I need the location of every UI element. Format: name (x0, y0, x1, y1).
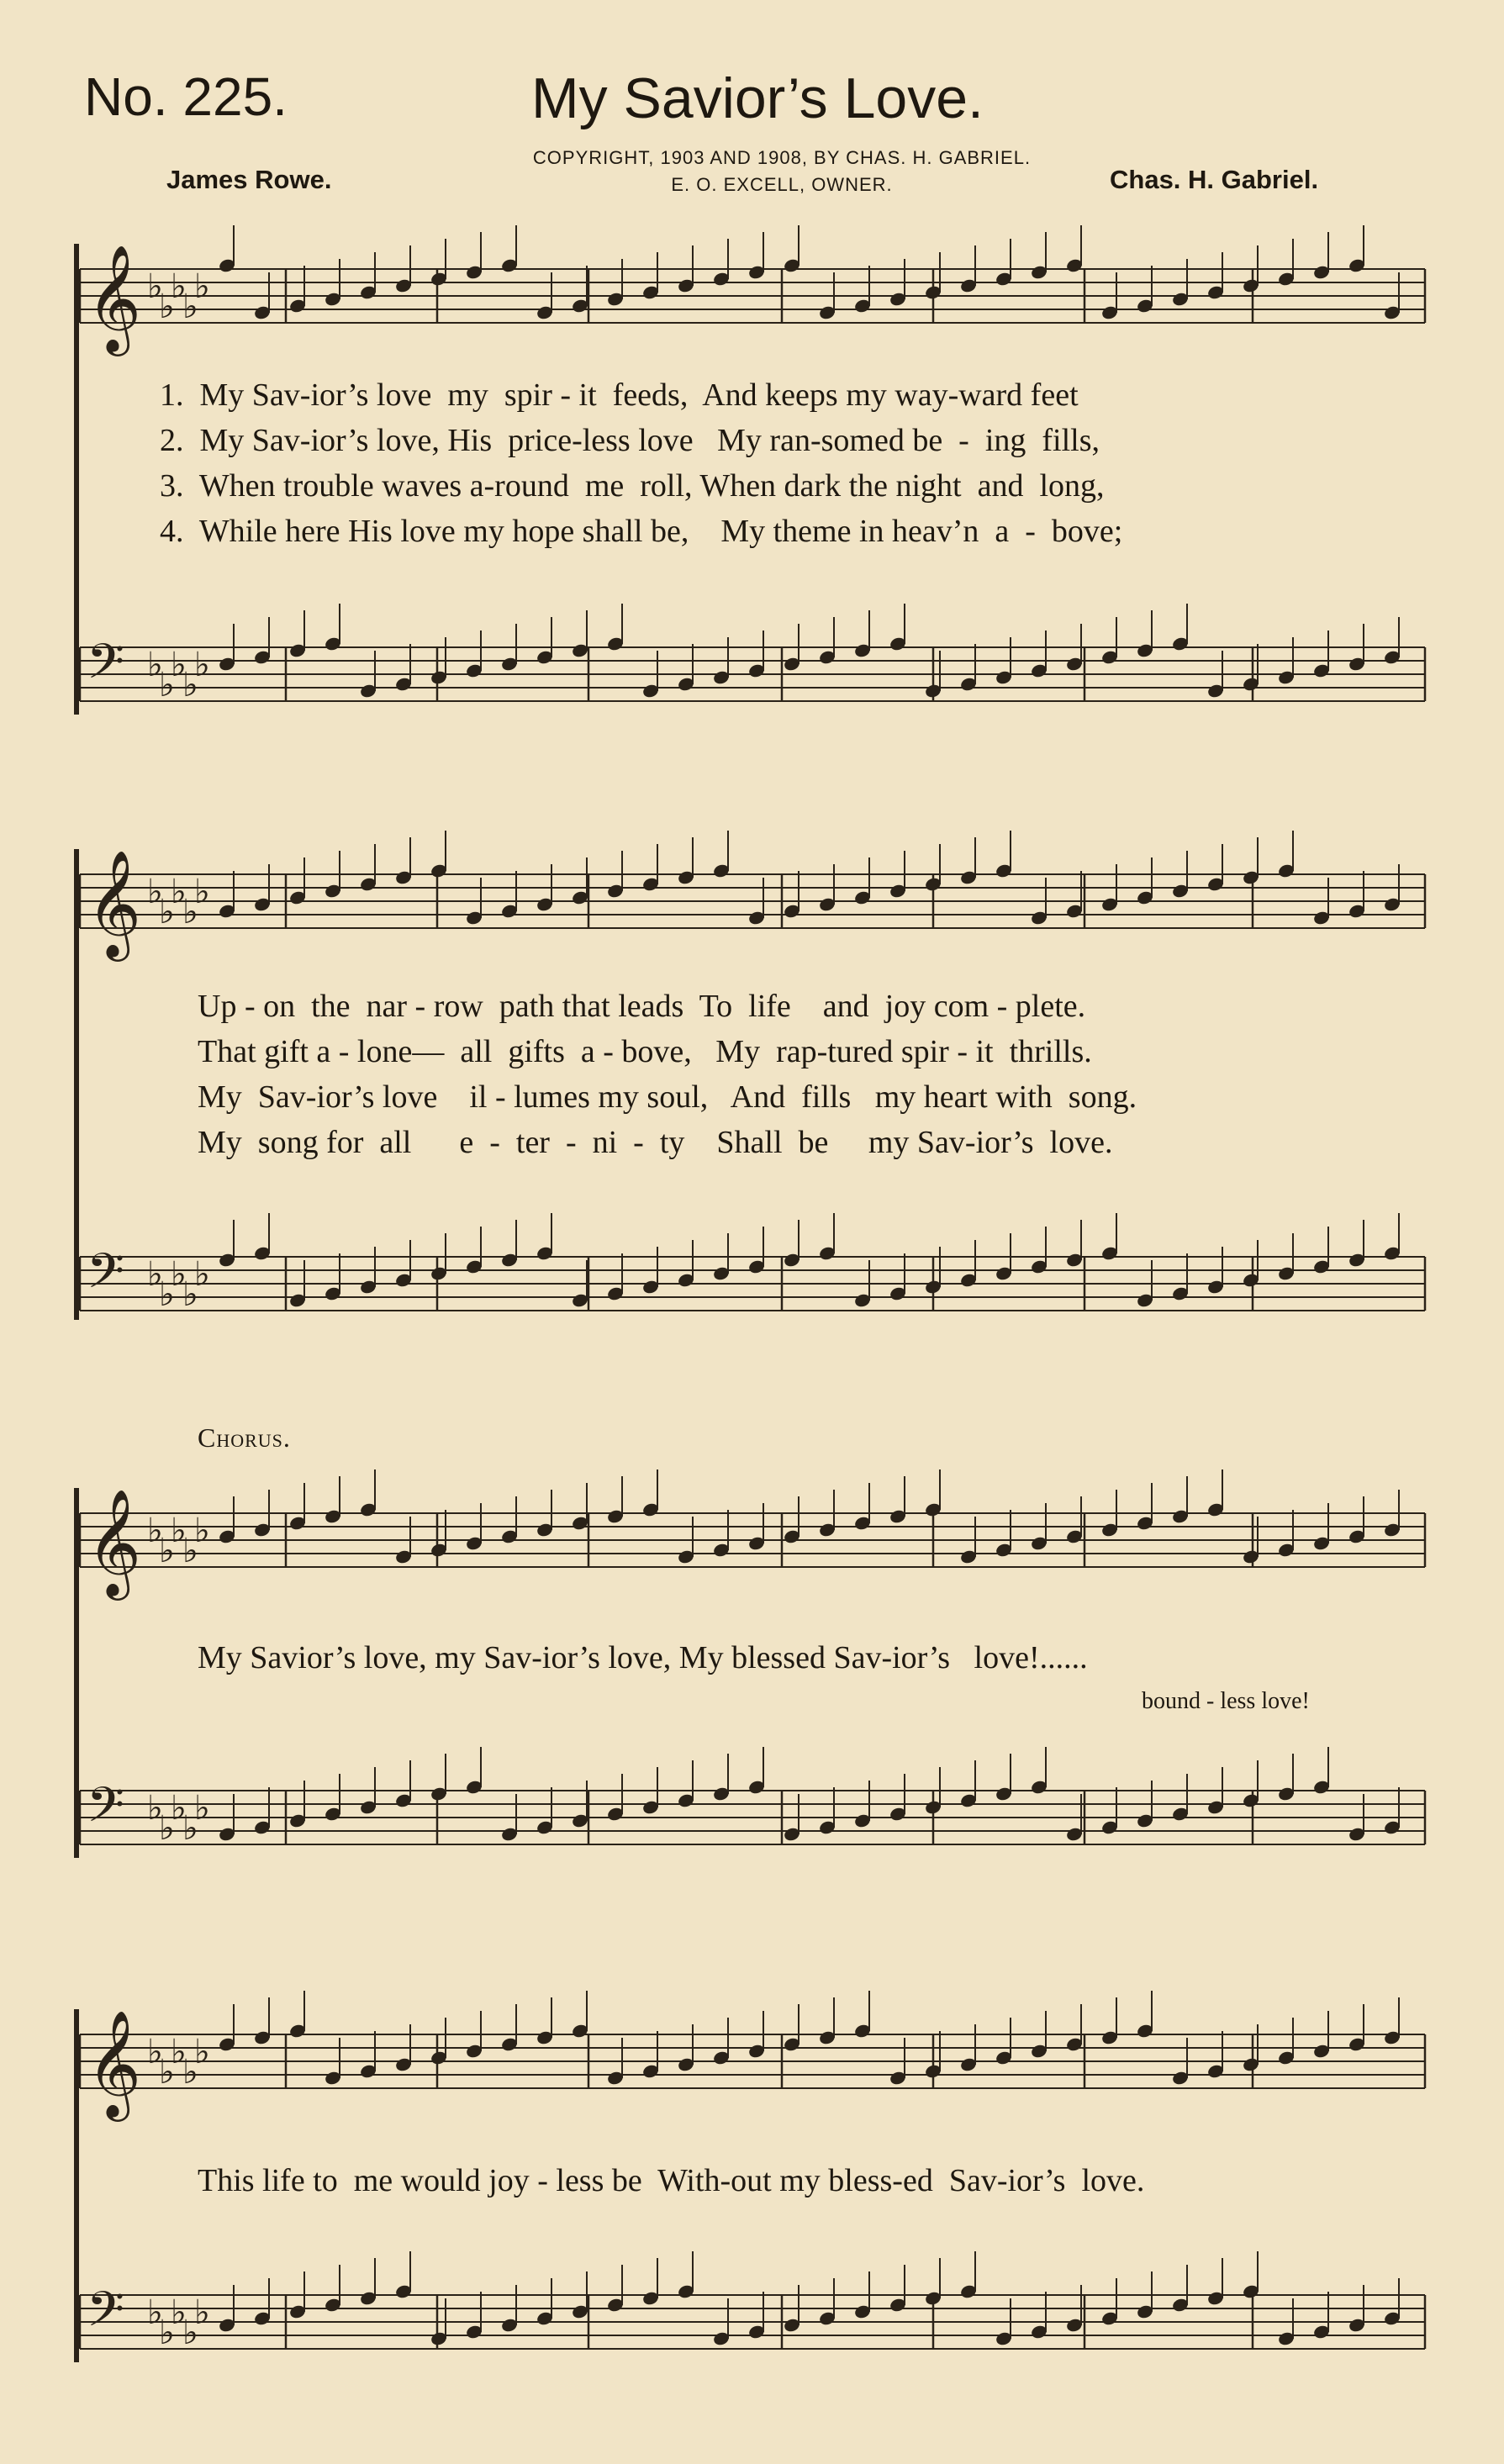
flat-icon: ♭ (182, 666, 198, 704)
flat-icon: ♭ (194, 1255, 210, 1294)
flat-icon: ♭ (171, 267, 187, 306)
flat-icon: ♭ (159, 1275, 175, 1314)
verse-3-line-2: My Sav-ior’s love il - lumes my soul, And fills my heart with song. (198, 1079, 1137, 1115)
flat-icon: ♭ (182, 1275, 198, 1314)
flat-icon: ♭ (194, 267, 210, 306)
verse-1-line-2: Up - on the nar - row path that leads To life and joy com - plete. (198, 989, 1086, 1024)
flat-icon: ♭ (182, 288, 198, 326)
flat-icon: ♭ (147, 267, 163, 306)
treble-clef-icon: 𝄞 (87, 2009, 142, 2117)
flat-icon: ♭ (194, 2293, 210, 2332)
chorus-line-1: My Savior’s love, my Sav-ior’s love, My blessed Sav-ior’s love!...... (198, 1640, 1088, 1675)
verse-2-line-1: 2. My Sav-ior’s love, His price-less love My ran-somed be - ing fills, (160, 423, 1100, 458)
system-1-brace (74, 244, 79, 715)
system-2-brace (74, 849, 79, 1320)
system-4-brace (74, 2009, 79, 2362)
echo-lyric: bound - less love! (1142, 1688, 1310, 1714)
flat-icon: ♭ (147, 2033, 163, 2071)
flat-icon: ♭ (159, 893, 175, 931)
flat-icon: ♭ (171, 646, 187, 684)
composer-credit: Chas. H. Gabriel. (1110, 165, 1319, 194)
flat-icon: ♭ (159, 288, 175, 326)
flat-icon: ♭ (171, 2033, 187, 2071)
flat-icon: ♭ (171, 873, 187, 911)
verse-2-line-2: That gift a - lone— all gifts a - bove, My rap-tured spir - it thrills. (198, 1034, 1092, 1069)
flat-icon: ♭ (182, 893, 198, 931)
system-1-bass-staff (0, 614, 1504, 731)
system-2-treble-staff (0, 841, 1504, 958)
treble-clef-icon: 𝄞 (87, 244, 142, 351)
flat-icon: ♭ (171, 1789, 187, 1828)
hymn-number: No. 225. (84, 66, 288, 127)
flat-icon: ♭ (182, 1809, 198, 1848)
system-3-bass-staff (0, 1757, 1504, 1875)
copyright-line-2: E. O. EXCELL, OWNER. (671, 174, 893, 195)
flat-icon: ♭ (147, 1512, 163, 1550)
system-1-treble-staff (0, 235, 1504, 353)
copyright-line-1: COPYRIGHT, 1903 AND 1908, BY CHAS. H. GABRIEL. (532, 147, 1032, 168)
bass-clef-icon: 𝄢 (87, 2281, 125, 2350)
verse-4-line-1: 4. While here His love my hope shall be, My theme in heav’n a - bove; (160, 514, 1123, 549)
verse-4-line-2: My song for all e - ter - ni - ty Shall be my Sav-ior’s love. (198, 1125, 1113, 1160)
flat-icon: ♭ (171, 1512, 187, 1550)
flat-icon: ♭ (182, 2314, 198, 2352)
flat-icon: ♭ (171, 1255, 187, 1294)
verse-3-line-1: 3. When trouble waves a-round me roll, When dark the night and long, (160, 468, 1105, 504)
flat-icon: ♭ (171, 2293, 187, 2332)
chorus-line-2: This life to me would joy - less be With-out my bless-ed Sav-ior’s love. (198, 2163, 1145, 2198)
system-4-bass-staff (0, 2261, 1504, 2379)
flat-icon: ♭ (147, 873, 163, 911)
flat-icon: ♭ (147, 2293, 163, 2332)
flat-icon: ♭ (194, 2033, 210, 2071)
flat-icon: ♭ (194, 1512, 210, 1550)
flat-icon: ♭ (194, 646, 210, 684)
flat-icon: ♭ (159, 1809, 175, 1848)
flat-icon: ♭ (159, 666, 175, 704)
system-2-bass-staff (0, 1223, 1504, 1341)
system-4-treble-staff (0, 2001, 1504, 2118)
flat-icon: ♭ (159, 1532, 175, 1570)
flat-icon: ♭ (182, 1532, 198, 1570)
treble-clef-icon: 𝄞 (87, 1488, 142, 1596)
bass-clef-icon: 𝄢 (87, 1243, 125, 1311)
flat-icon: ♭ (147, 646, 163, 684)
treble-clef-icon: 𝄞 (87, 849, 142, 957)
flat-icon: ♭ (194, 873, 210, 911)
chorus-label: Chorus. (198, 1422, 291, 1453)
bass-clef-icon: 𝄢 (87, 1776, 125, 1845)
verse-1-line-1: 1. My Sav-ior’s love my spir - it feeds, And keeps my way-ward feet (160, 377, 1079, 413)
copyright-notice (471, 145, 1093, 198)
flat-icon: ♭ (182, 2053, 198, 2092)
bass-clef-icon: 𝄢 (87, 633, 125, 702)
flat-icon: ♭ (159, 2053, 175, 2092)
system-3-brace (74, 1488, 79, 1858)
flat-icon: ♭ (159, 2314, 175, 2352)
flat-icon: ♭ (147, 1255, 163, 1294)
flat-icon: ♭ (147, 1789, 163, 1828)
system-3-treble-staff (0, 1480, 1504, 1597)
lyricist-credit: James Rowe. (166, 165, 332, 194)
hymn-title: My Savior’s Love. (531, 66, 984, 130)
flat-icon: ♭ (194, 1789, 210, 1828)
